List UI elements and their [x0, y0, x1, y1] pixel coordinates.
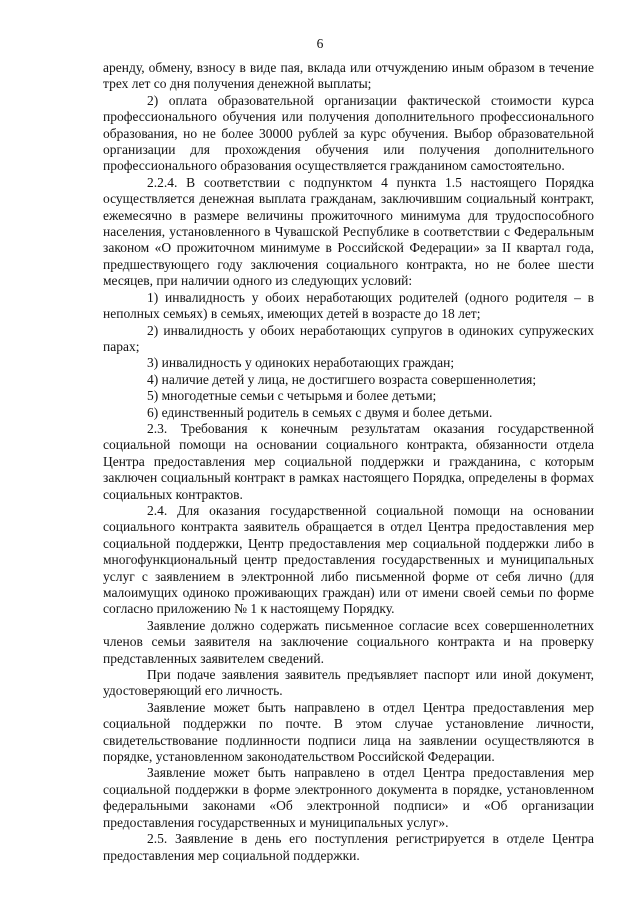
paragraph: 2.4. Для оказания государственной социальной помощи на основании социального контракта заявитель обращается в отдел Центра предоставления мер социальной поддержки, Центр предоставления мер социальной поддержки либо в многофункциональный центр предоставления государственных и муниципальных услуг с заявлением в электронной либо письменной форме от себя лично (для малоимущих одиноко проживающих граждан) или от имени своей семьи по форме согласно приложению № 1 к настоящему Порядку. [103, 502, 594, 617]
paragraph: аренду, обмену, взносу в виде пая, вклада или отчуждению иным образом в течение трех лет со дня получения денежной выплаты; [103, 60, 594, 92]
list-item: 3) инвалидность у одиноких неработающих граждан; [147, 355, 455, 371]
paragraph: 2.2.4. В соответствии с подпунктом 4 пункта 1.5 настоящего Порядка осуществляется денежная выплата гражданам, заключившим социальный контракт, ежемесячно в размере величины прожиточного минимума для трудоспособного населения, установленного в Чувашской Республике в соответствии с Федеральным законом «О прожиточном минимуме в Российской Федерации» за II квартал года, предшествующего году заключения социального контракта, но не более шести месяцев, при наличии одного из следующих условий: [103, 174, 594, 289]
list-item: 5) многодетные семьи с четырьмя и более детьми; [147, 388, 437, 404]
paragraph: 2.5. Заявление в день его поступления регистрируется в отделе Центра предоставления мер социальной поддержки. [103, 831, 594, 863]
document-body [103, 60, 594, 864]
paragraph: Заявление должно содержать письменное согласие всех совершеннолетних членов семьи заявителя на заключение социального контракта и на проверку представленных заявителем сведений. [103, 617, 594, 666]
paragraph: 2) оплата образовательной организации фактической стоимости курса профессионального обучения или получения дополнительного профессионального образования, но не более 30000 рублей за курс обучения. Выбор образовательной организации для прохождения обучения или получения дополнительного профессионального образования осуществляется гражданином самостоятельно. [103, 92, 594, 174]
list-item: 6) единственный родитель в семьях с двумя и более детьми. [147, 404, 493, 420]
list-item: 2) инвалидность у обоих неработающих супругов в одиноких супружеских парах; [103, 322, 594, 354]
paragraph: При подаче заявления заявитель предъявляет паспорт или иной документ, удостоверяющий его личность. [103, 667, 594, 699]
list-item: 1) инвалидность у обоих неработающих родителей (одного родителя – в неполных семьях) в семьях, имеющих детей в возрасте до 18 лет; [103, 289, 594, 322]
paragraph: Заявление может быть направлено в отдел Центра предоставления мер социальной поддержки по почте. В этом случае установление личности, свидетельствование подлинности подписи лица на заявлении осуществляются в порядке, установленном законодательством Российской Федерации. [103, 699, 594, 765]
list-item: 4) наличие детей у лица, не достигшего возраста совершеннолетия; [147, 371, 537, 387]
paragraph: Заявление может быть направлено в отдел Центра предоставления мер социальной поддержки в форме электронного документа в порядке, установленном федеральными законами «Об электронной подписи» и «Об организации предоставления государственных и муниципальных услуг». [103, 765, 594, 830]
paragraph: 2.3. Требования к конечным результатам оказания государственной социальной помощи на основании социального контракта, обязанности отдела Центра предоставления мер социальной поддержки и гражданина, с которым заключен социальный контракт в рамках настоящего Порядка, определены в формах социальных контрактов. [103, 420, 594, 502]
page-number: 6 [316, 36, 324, 51]
